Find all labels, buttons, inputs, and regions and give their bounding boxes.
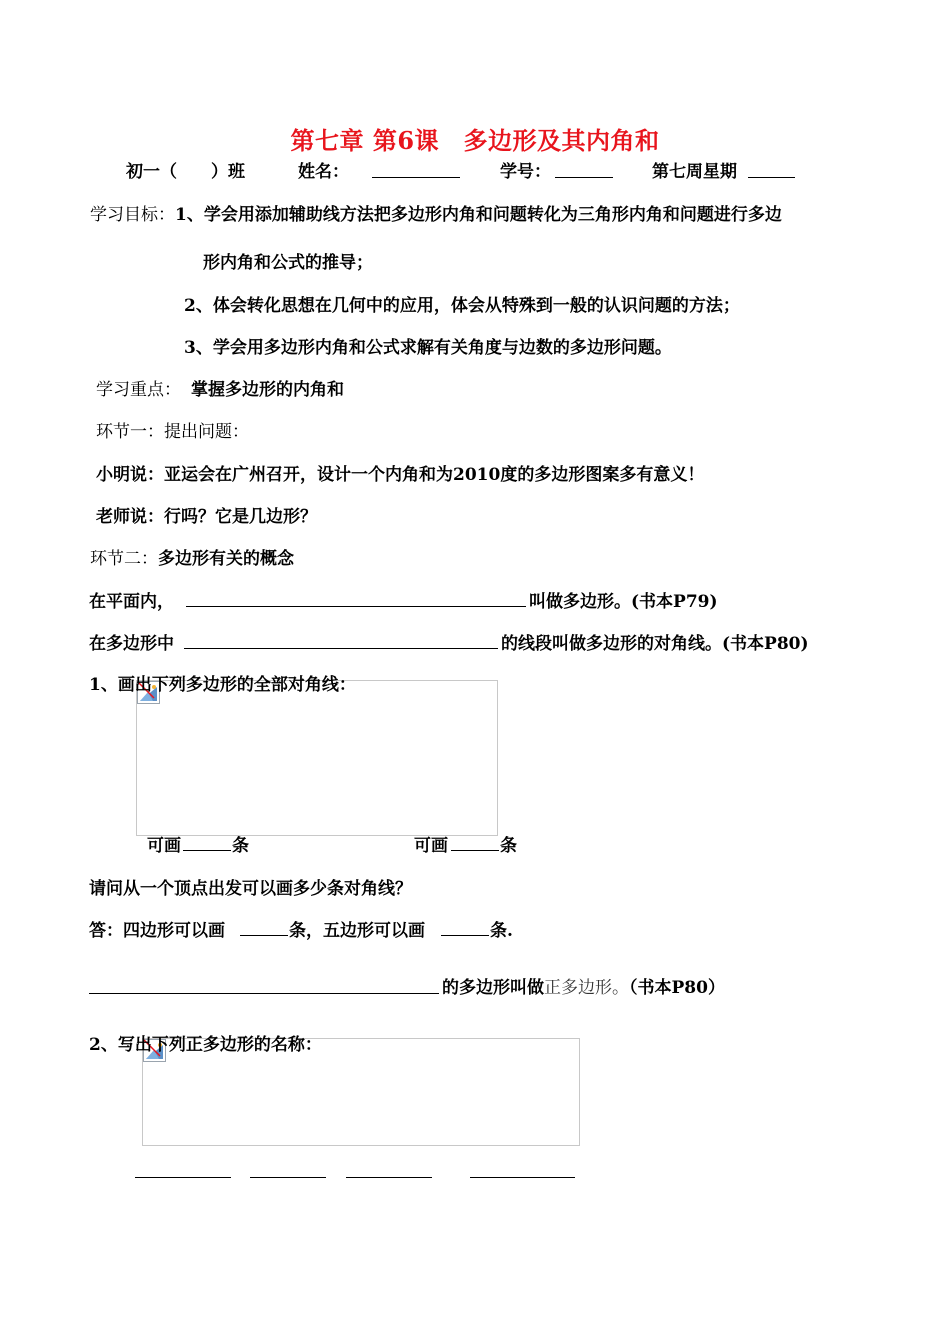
definition-polygon-prefix: 在平面内， [89,592,174,612]
can-draw-right-suffix: 条 [500,836,517,856]
definition-diagonal-blank[interactable] [184,648,498,649]
regular-polygon-name-blank-1[interactable] [135,1177,231,1178]
regular-polygon-term: 正多边形。 [544,978,629,998]
can-draw-left-prefix: 可画 [147,836,181,856]
section1-label: 环节一： [96,422,164,442]
objective-3: 3、学会用多边形内角和公式求解有关角度与边数的多边形问题。 [184,338,672,358]
regular-polygon-suffix: （书本P80） [629,978,725,998]
objective-1-line1: 1、学会用添加辅助线方法把多边形内角和问题转化为三角形内角和问题进行多边 [175,205,782,225]
section1-heading [96,417,249,442]
objectives-label: 学习目标： [90,205,175,225]
name-blank[interactable] [372,177,460,178]
regular-polygon-name-blank-3[interactable] [346,1177,432,1178]
regular-polygon-name-blank-4[interactable] [470,1177,575,1178]
section1-title: 提出问题： [164,422,249,442]
can-draw-right-blank[interactable] [451,850,499,851]
answer-middle: 条，五边形可以画 [289,921,425,941]
answer-prefix: 答：四边形可以画 [89,921,225,941]
regular-polygon-definition [442,973,725,998]
week-label: 第七周星期 [652,162,737,182]
answer-suffix: 条. [490,921,513,941]
definition-polygon-blank[interactable] [186,606,526,607]
objectives-line [90,200,782,225]
question-1: 1、画出下列多边形的全部对角线： [89,675,356,695]
regular-polygon-name-blank-2[interactable] [250,1177,326,1178]
key-point-line [96,375,344,400]
can-draw-left-suffix: 条 [232,836,249,856]
definition-diagonal-suffix: 的线段叫做多边形的对角线。(书本P80) [501,634,809,654]
student-id-blank[interactable] [555,177,613,178]
student-id-label: 学号： [500,162,551,182]
regular-polygon-blank[interactable] [89,993,439,994]
answer-quad-blank[interactable] [240,935,288,936]
can-draw-left-blank[interactable] [183,850,231,851]
question-2: 2、写出下列正多边形的名称： [89,1035,322,1055]
can-draw-right-prefix: 可画 [414,836,448,856]
key-point-label: 学习重点： [96,380,181,400]
week-day-blank[interactable] [748,177,795,178]
xiaoming-says: 小明说：亚运会在广州召开，设计一个内角和为2010度的多边形图案多有意义！ [96,465,705,485]
objective-2: 2、体会转化思想在几何中的应用，体会从特殊到一般的认识问题的方法； [184,296,740,316]
question-vertex-diagonals: 请问从一个顶点出发可以画多少条对角线？ [89,879,412,899]
page-title: 第七章 第6课 多边形及其内角和 [290,126,660,155]
section2-label: 环节二： [90,549,158,569]
section2-heading [90,544,294,569]
definition-diagonal-prefix: 在多边形中 [89,634,174,654]
definition-polygon-suffix: 叫做多边形。(书本P79) [529,592,718,612]
teacher-says: 老师说：行吗？它是几边形？ [96,507,317,527]
class-label: 初一（ ）班 [126,162,245,182]
regular-polygon-prefix: 的多边形叫做 [442,978,544,998]
polygon-figure-placeholder [136,680,498,836]
name-label: 姓名： [298,162,349,182]
objective-1-line2: 形内角和公式的推导； [203,253,373,273]
key-point-text: 掌握多边形的内角和 [191,380,344,400]
section2-title: 多边形有关的概念 [158,549,294,569]
answer-penta-blank[interactable] [441,935,489,936]
